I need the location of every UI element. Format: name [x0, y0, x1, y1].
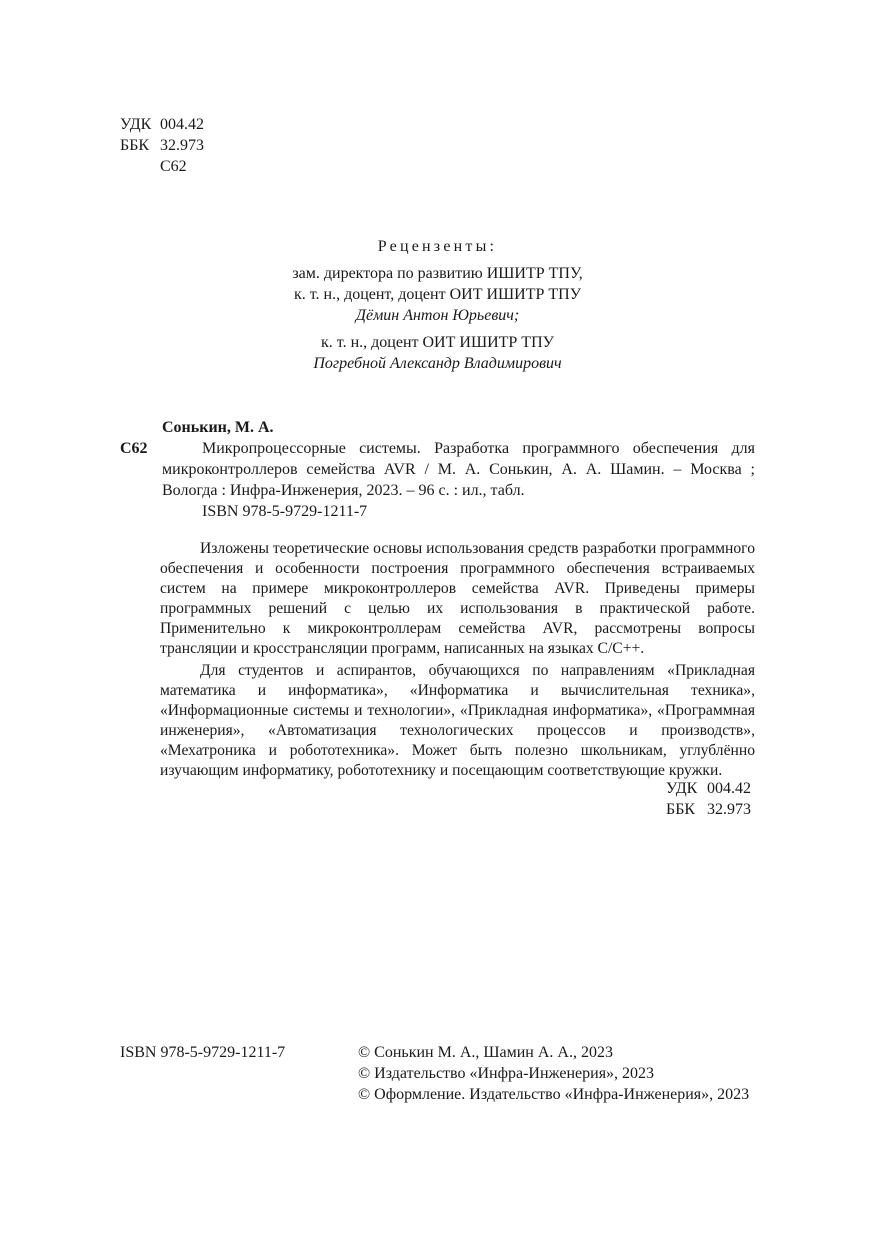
udc-value: 004.42	[160, 116, 204, 133]
catalog-description: Микропроцессорные системы. Разработка программного обеспечения для микроконтроллеров семейства AVR / М. А. Сонькин, А. А. Шамин. – Москва ; Вологда : Инфра-Инженерия, 2023. – 96 с. : ил., табл.	[162, 440, 755, 499]
copyright-block	[358, 1042, 749, 1105]
classification-block-bottom	[666, 778, 751, 820]
udc-row	[120, 114, 204, 135]
catalog-description-block	[120, 438, 755, 501]
bbk-row-bottom	[666, 799, 751, 820]
copyright-authors: © Сонькин М. А., Шамин А. А., 2023	[358, 1044, 613, 1061]
catalog-author: Сонькин, М. А.	[162, 419, 274, 436]
reviewer2-position: к. т. н., доцент ОИТ ИШИТР ТПУ	[321, 334, 554, 351]
catalog-entry	[120, 417, 755, 522]
reviewer2-name: Погребной Александр Владимирович	[313, 355, 562, 372]
bbk-row	[120, 135, 204, 156]
copyright-design: © Оформление. Издательство «Инфра-Инженерия», 2023	[358, 1086, 750, 1103]
udc-label-bottom: УДК	[666, 780, 698, 797]
catalog-isbn: ISBN 978-5-9729-1211-7	[202, 503, 368, 520]
isbn-bottom: ISBN 978-5-9729-1211-7	[120, 1044, 286, 1061]
classification-block-top	[120, 114, 204, 177]
annotation-block	[160, 539, 755, 781]
udc-row-bottom	[666, 778, 751, 799]
author-mark: С62	[160, 158, 187, 175]
reviewer1-name: Дёмин Антон Юрьевич;	[355, 307, 520, 324]
udc-label: УДК	[120, 116, 152, 133]
annotation-paragraph-2: Для студентов и аспирантов, обучающихся по направлениям «Прикладная математика и информатика», «Информатика и вычислительная техника», «Информационные системы и технологии», «Прикладная информатика», «Программная инженерия», «Автоматизация технологических процессов и производств», «Мехатроника и робототехника». Может быть полезно школьникам, углублённо изучающим информатику, робототехнику и посещающим соответствующие кружки.	[160, 662, 755, 779]
catalog-code: С62	[120, 440, 148, 457]
udc-value-bottom: 004.42	[707, 780, 751, 797]
reviewer1-position-line1: зам. директора по развитию ИШИТР ТПУ,	[292, 265, 583, 282]
copyright-publisher: © Издательство «Инфра-Инженерия», 2023	[358, 1065, 655, 1082]
bbk-label-bottom: ББК	[666, 801, 696, 818]
reviewers-heading: Рецензенты:	[377, 238, 498, 255]
reviewer1-position-line2: к. т. н., доцент, доцент ОИТ ИШИТР ТПУ	[293, 286, 582, 303]
annotation-paragraph-1: Изложены теоретические основы использования средств разработки программного обеспечения и особенности построения программного обеспечения встраиваемых систем на примере микроконтроллеров семейства AVR. Приведены примеры программных решений с целью их использования в практической работе. Применительно к микроконтроллерам семейства AVR, рассмотрены вопросы трансляции и кросстрансляции программ, написанных на языках C/C++.	[160, 540, 755, 657]
bbk-label: ББК	[120, 137, 150, 154]
bbk-value-bottom: 32.973	[707, 801, 751, 818]
bbk-value: 32.973	[160, 137, 204, 154]
reviewers-block	[120, 236, 755, 374]
